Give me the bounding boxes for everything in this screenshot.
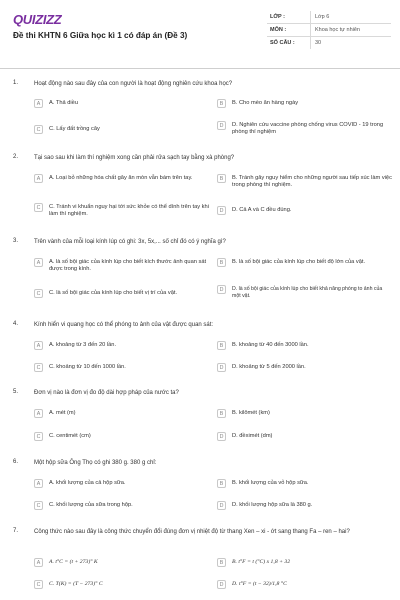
meta-key: LỚP :	[270, 14, 285, 20]
meta-value: Lớp 6	[310, 11, 391, 23]
option-letter-box: B	[217, 258, 226, 267]
option-letter-box: A	[34, 558, 43, 567]
option-text: C. Tránh vi khuẩn nguy hại tới sức khỏe có thể dính trên tay khi làm thí nghiệm.	[49, 204, 209, 218]
answer-option-a[interactable]	[34, 558, 209, 567]
option-letter-box: B	[217, 341, 226, 350]
answer-option-a[interactable]	[34, 409, 209, 418]
answer-option-d[interactable]	[217, 363, 392, 372]
worksheet-meta-table	[267, 11, 391, 49]
answer-option-c[interactable]	[34, 125, 209, 134]
option-text: D. Nghiên cứu vaccine phòng chống virus COVID - 19 trong phòng thí nghiệm	[232, 122, 384, 136]
option-text: A. khoảng từ 3 đến 20 lần.	[49, 342, 117, 348]
option-text: C. khoảng từ 10 đến 1000 lần.	[49, 364, 126, 370]
option-text: B. kilômét (km)	[232, 410, 270, 416]
option-text: D. khoảng từ 5 đến 2000 lần.	[232, 364, 306, 370]
answer-option-d[interactable]	[217, 580, 392, 589]
question-number: 7.	[13, 528, 19, 534]
answer-option-b[interactable]	[217, 479, 392, 488]
answer-option-d[interactable]	[217, 501, 392, 510]
answer-option-c[interactable]	[34, 580, 209, 589]
answer-option-a[interactable]	[34, 258, 209, 273]
meta-row-subject	[267, 24, 391, 37]
option-letter-box: B	[217, 174, 226, 183]
answer-option-b[interactable]	[217, 558, 392, 567]
question-number: 2.	[13, 154, 19, 160]
option-text: C. Lấy đất trồng cây	[49, 126, 100, 132]
option-letter-box: A	[34, 409, 43, 418]
option-letter-box: A	[34, 174, 43, 183]
question-text: Tại sao sau khi làm thí nghiệm xong cần phải rửa sạch tay bằng xà phòng?	[34, 155, 235, 161]
option-letter-box: A	[34, 341, 43, 350]
option-letter-box: D	[217, 580, 226, 589]
option-text: A. Loại bỏ những hóa chất gây ăn mòn vẫn bám trên tay.	[49, 175, 193, 181]
question-text: Đơn vị nào là đơn vị đo độ dài hợp pháp của nước ta?	[34, 390, 179, 396]
answer-option-d[interactable]	[217, 206, 392, 215]
answer-option-b[interactable]	[217, 174, 392, 189]
header-divider	[0, 68, 400, 69]
option-letter-box: B	[217, 409, 226, 418]
option-text: D. t°F = (t − 32)/1,8 °C	[232, 581, 287, 587]
option-text: D. khối lượng hộp sữa là 380 g.	[232, 502, 313, 508]
quizizz-logo: QUIZIZZ	[13, 12, 62, 27]
worksheet-title: Đề thi KHTN 6 Giữa học kì 1 có đáp án (Đề 3)	[13, 31, 188, 40]
option-letter-box: C	[34, 203, 43, 212]
option-text: B. Tránh gây nguy hiểm cho những người sau tiếp xúc làm việc trong phòng thí nghiệm.	[232, 175, 392, 189]
meta-row-count	[267, 37, 391, 49]
option-text: A. khối lượng của cả hộp sữa.	[49, 480, 126, 486]
answer-option-d[interactable]	[217, 285, 392, 300]
option-text: C. là số bội giác của kính lúp cho biết vị trí của vật.	[49, 290, 178, 296]
meta-value: 30	[310, 37, 391, 49]
meta-value: Khoa học tự nhiên	[310, 24, 391, 36]
question-number: 3.	[13, 238, 19, 244]
option-text: A. t°C = (t + 273)° K	[49, 559, 98, 565]
option-letter-box: C	[34, 501, 43, 510]
option-letter-box: D	[217, 121, 226, 130]
option-text: D. là số bội giác của kính lúp cho biết khả năng phóng to ảnh của một vật.	[232, 286, 383, 300]
option-letter-box: B	[217, 99, 226, 108]
answer-option-c[interactable]	[34, 432, 209, 441]
answer-option-b[interactable]	[217, 341, 392, 350]
option-text: B. Cho mèo ăn hàng ngày	[232, 100, 299, 106]
answer-option-a[interactable]	[34, 479, 209, 488]
question-number: 4.	[13, 321, 19, 327]
option-text: A. Thả diều	[49, 100, 78, 106]
question-text: Hoạt động nào sau đây của con người là hoạt động nghiên cứu khoa học?	[34, 81, 233, 87]
option-text: B. khối lượng của vỏ hộp sữa.	[232, 480, 309, 486]
option-text: B. khoảng từ 40 đến 3000 lần.	[232, 342, 309, 348]
meta-key: SỐ CÂU :	[270, 40, 295, 46]
option-letter-box: B	[217, 479, 226, 488]
option-text: D. đềximét (dm)	[232, 433, 273, 439]
answer-option-c[interactable]	[34, 363, 209, 372]
meta-key: MÔN :	[270, 27, 287, 33]
question-number: 5.	[13, 389, 19, 395]
question-number: 1.	[13, 80, 19, 86]
option-letter-box: A	[34, 479, 43, 488]
option-text: D. Cả A và C đều đúng.	[232, 207, 292, 213]
answer-option-a[interactable]	[34, 99, 209, 108]
option-text: C. khối lượng của sữa trong hộp.	[49, 502, 133, 508]
option-text: A. mét (m)	[49, 410, 76, 416]
answer-option-c[interactable]	[34, 203, 209, 218]
option-letter-box: A	[34, 99, 43, 108]
option-text: B. là số bội giác của kính lúp cho biết độ lớn của vật.	[232, 259, 366, 265]
question-text: Kính hiển vi quang học có thể phóng to ảnh của vật được quan sát:	[34, 322, 214, 328]
option-letter-box: D	[217, 501, 226, 510]
option-text: C. T(K) = (T − 273)° C	[49, 581, 103, 587]
question-number: 6.	[13, 459, 19, 465]
option-letter-box: C	[34, 432, 43, 441]
question-text: Trên vành của mỗi loại kính lúp có ghi: 3x, 5x,... số chỉ đó có ý nghĩa gì?	[34, 239, 226, 245]
answer-option-c[interactable]	[34, 501, 209, 510]
option-letter-box: D	[217, 432, 226, 441]
meta-row-class	[267, 11, 391, 24]
option-letter-box: D	[217, 285, 226, 294]
answer-option-a[interactable]	[34, 174, 209, 183]
option-text: A. là số bội giác của kính lúp cho biết kích thước ảnh quan sát được trong kính.	[49, 259, 207, 273]
answer-option-d[interactable]	[217, 121, 392, 136]
option-letter-box: A	[34, 258, 43, 267]
option-letter-box: C	[34, 363, 43, 372]
option-text: B. t°F = t (°C) x 1,8 + 32	[232, 559, 291, 565]
question-text: Một hộp sữa Ông Thọ có ghi 380 g. 380 g chỉ:	[34, 460, 157, 466]
option-text: C. centimét (cm)	[49, 433, 91, 439]
answer-option-c[interactable]	[34, 289, 209, 298]
answer-option-b[interactable]	[217, 409, 392, 418]
question-text: Công thức nào sau đây là công thức chuyển đổi đúng đơn vị nhiệt độ từ thang Xen – xi - ớt sang thang Fa – ren – hai?	[34, 529, 350, 535]
option-letter-box: B	[217, 558, 226, 567]
option-letter-box: D	[217, 363, 226, 372]
answer-option-b[interactable]	[217, 99, 392, 108]
option-letter-box: D	[217, 206, 226, 215]
answer-option-d[interactable]	[217, 432, 392, 441]
option-letter-box: C	[34, 125, 43, 134]
answer-option-b[interactable]	[217, 258, 392, 267]
option-letter-box: C	[34, 289, 43, 298]
option-letter-box: C	[34, 580, 43, 589]
answer-option-a[interactable]	[34, 341, 209, 350]
